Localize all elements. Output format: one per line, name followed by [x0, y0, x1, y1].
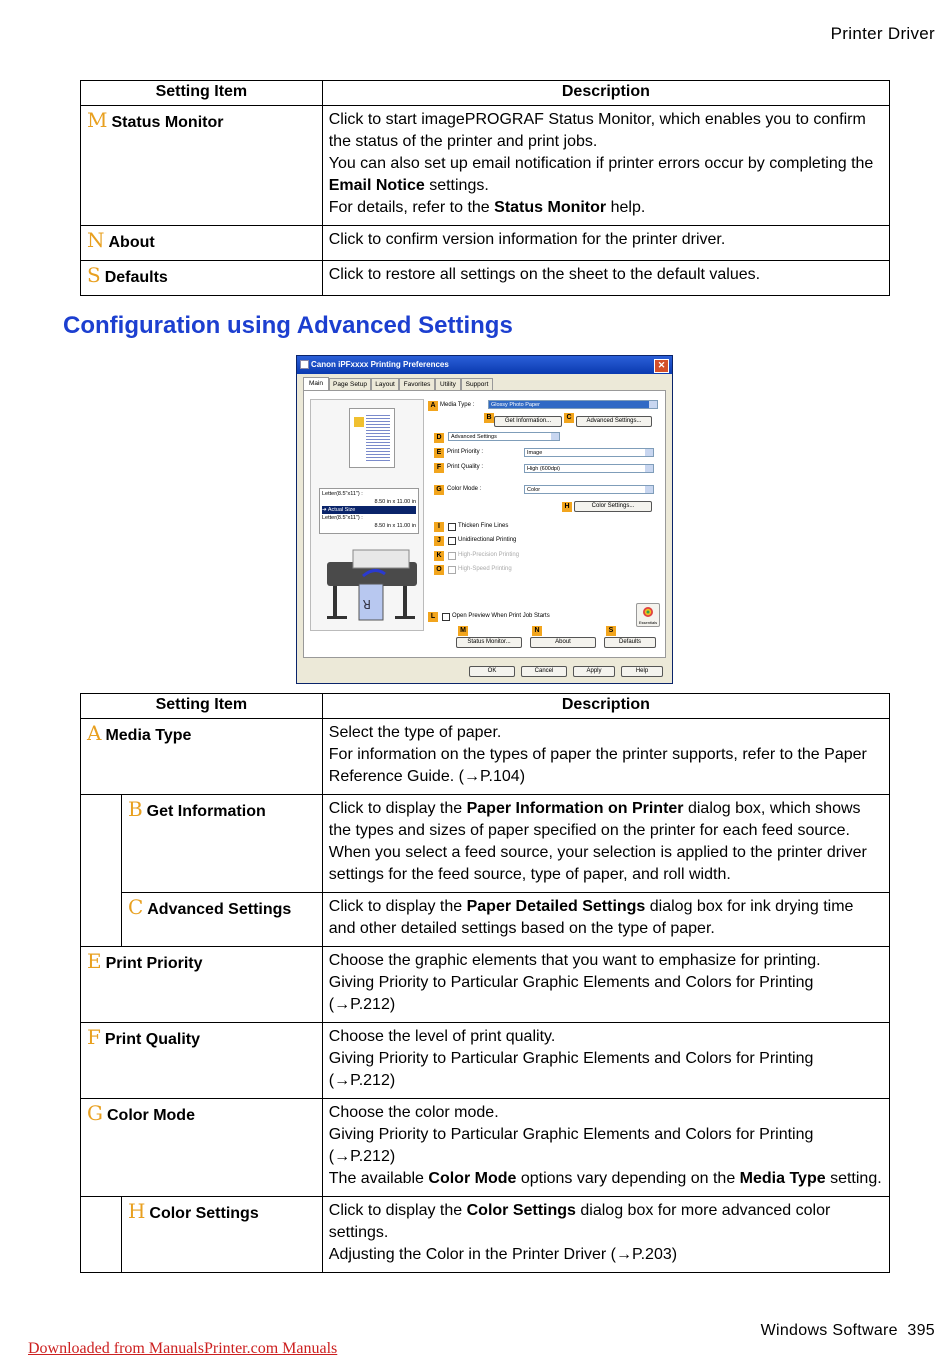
header-setting-item: Setting Item: [81, 81, 323, 106]
desc-text: setting.: [825, 1170, 882, 1187]
chevron-down-icon: [645, 465, 653, 472]
callout-b: B: [484, 413, 494, 423]
desc-line: Adjusting the Color in the Printer Driver (→P.203): [328, 1246, 678, 1263]
item-name: Status Monitor: [111, 114, 224, 131]
desc-line: Choose the color mode.: [328, 1104, 499, 1121]
print-priority-select[interactable]: [524, 448, 654, 457]
paper-size-list: [319, 488, 419, 534]
setting-item-cell: [81, 106, 323, 226]
table-row: [81, 261, 890, 296]
item-name: About: [108, 234, 155, 251]
desc-bold: Color Settings: [466, 1202, 576, 1219]
desc-text: The available: [328, 1170, 429, 1187]
desc-line: [329, 197, 883, 219]
paper-preview: [349, 408, 395, 468]
callout-d: D: [434, 433, 444, 443]
tab-page-setup[interactable]: Page Setup: [329, 378, 371, 390]
description-cell: Click to confirm version information for the printer driver.: [322, 226, 889, 261]
tab-favorites[interactable]: Favorites: [399, 378, 435, 390]
tab-main[interactable]: Main: [303, 377, 329, 391]
page-number: 395: [907, 1322, 935, 1339]
section-title: Configuration using Advanced Settings: [63, 312, 513, 339]
table-row: [81, 947, 890, 1023]
item-letter: F: [87, 1025, 101, 1049]
thicken-lines-checkbox[interactable]: [448, 523, 456, 531]
desc-bold: Email Notice: [328, 177, 425, 194]
item-letter: N: [87, 228, 105, 252]
item-letter: H: [127, 1199, 146, 1223]
ok-button[interactable]: OK: [469, 666, 515, 677]
apply-button[interactable]: Apply: [573, 666, 615, 677]
help-button[interactable]: Help: [621, 666, 663, 677]
desc-line: Choose the level of print quality.: [328, 1028, 556, 1045]
size-line: 8.50 in x 11.00 in: [374, 499, 416, 505]
setting-item-cell: [121, 893, 322, 947]
printer-illustration: [323, 546, 419, 624]
table-row: [81, 893, 890, 947]
header-setting-item: Setting Item: [81, 694, 323, 719]
print-quality-value: High (600dpi): [527, 466, 561, 472]
indent-cell: [81, 795, 122, 947]
item-name: Print Quality: [104, 1031, 201, 1048]
color-mode-select[interactable]: [524, 485, 654, 494]
description-cell: [322, 719, 889, 795]
text-lines: [366, 415, 390, 461]
unidirectional-label: Unidirectional Printing: [458, 537, 517, 543]
desc-line: For information on the types of paper the printer supports, refer to the Paper Reference Guide. (→P.104): [328, 746, 867, 785]
item-name: Media Type: [105, 727, 192, 744]
desc-text: Click to display the: [328, 898, 467, 915]
callout-a: A: [428, 401, 438, 411]
header-description: Description: [322, 81, 889, 106]
desc-line: Giving Priority to Particular Graphic Elements and Colors for Printing (→P.212): [328, 1050, 814, 1089]
desc-text: Click to display the: [328, 1202, 467, 1219]
callout-n: N: [532, 626, 542, 636]
print-preview: [310, 399, 424, 631]
setting-item-cell: [81, 1023, 323, 1099]
essentials-logo[interactable]: [636, 603, 660, 627]
desc-text: dialog box, which shows the types and sizes of paper specified on the printer for each feed source.: [328, 800, 861, 839]
callout-o: O: [434, 565, 444, 575]
header-description: Description: [322, 694, 889, 719]
color-settings-button[interactable]: Color Settings...: [574, 501, 652, 512]
description-cell: [322, 1197, 889, 1273]
chevron-down-icon: [645, 486, 653, 493]
item-letter: B: [127, 797, 143, 821]
description-cell: [322, 795, 889, 893]
chevron-down-icon: [645, 449, 653, 456]
desc-line: Giving Priority to Particular Graphic Elements and Colors for Printing (→P.212): [328, 974, 814, 1013]
tab-utility[interactable]: Utility: [435, 378, 461, 390]
description-cell: [322, 893, 889, 947]
svg-text:R: R: [362, 597, 371, 611]
desc-line: [329, 896, 883, 940]
unidirectional-checkbox[interactable]: [448, 537, 456, 545]
desc-bold: Paper Detailed Settings: [466, 898, 646, 915]
description-cell: [322, 106, 889, 226]
table-row: [81, 1197, 890, 1273]
desc-line: Click to start imagePROGRAF Status Monitor, which enables you to confirm the status of the printer and print jobs.: [328, 111, 866, 150]
table-header-row: [81, 694, 890, 719]
running-footer: [761, 1322, 935, 1340]
desc-line: [329, 153, 883, 197]
table-row: [81, 106, 890, 226]
image-thumbnail: [354, 417, 364, 427]
description-cell: [322, 1099, 889, 1197]
print-quality-select[interactable]: [524, 464, 654, 473]
setting-item-cell: [121, 795, 322, 893]
print-priority-label: Print Priority :: [447, 449, 484, 455]
mode-select[interactable]: [448, 432, 560, 441]
color-mode-value: Color: [527, 487, 541, 493]
tab-support[interactable]: Support: [461, 378, 493, 390]
advanced-settings-button[interactable]: Advanced Settings...: [576, 416, 652, 427]
logo-text: Essentials: [638, 620, 658, 625]
item-letter: S: [87, 263, 101, 287]
high-speed-label: High-Speed Printing: [458, 566, 512, 572]
desc-text: You can also set up email notification if printer errors occur by completing the: [328, 155, 874, 172]
size-line: Letter(8.5"x11") :: [322, 515, 363, 521]
defaults-button[interactable]: Defaults: [604, 637, 656, 648]
description-cell: Click to restore all settings on the sheet to the default values.: [322, 261, 889, 296]
desc-text: settings.: [424, 177, 489, 194]
desc-text: dialog box for ink drying time and other detailed settings based on the type of paper.: [328, 898, 854, 937]
desc-bold: Media Type: [739, 1170, 826, 1187]
get-information-button[interactable]: Get Information...: [494, 416, 562, 427]
desc-bold: Status Monitor: [494, 199, 607, 216]
desc-line: When you select a feed source, your selection is applied to the printer driver settings for the feed source, type of paper, and roll width.: [328, 844, 867, 883]
desc-text: For details, refer to the: [328, 199, 495, 216]
description-cell: [322, 1023, 889, 1099]
source-link[interactable]: Downloaded from ManualsPrinter.com Manuals: [28, 1340, 338, 1357]
desc-line: [329, 1168, 883, 1190]
desc-line: Select the type of paper.: [328, 724, 502, 741]
callout-s: S: [606, 626, 616, 636]
cancel-button[interactable]: Cancel: [521, 666, 567, 677]
size-line: Letter(8.5"x11") :: [322, 491, 363, 497]
open-preview-checkbox[interactable]: [442, 613, 450, 621]
table-row: [81, 1023, 890, 1099]
desc-line: [329, 798, 883, 842]
media-type-select[interactable]: [488, 400, 658, 409]
table-row: [81, 1099, 890, 1197]
callout-e: E: [434, 448, 444, 458]
item-name: Defaults: [104, 269, 168, 286]
print-priority-value: Image: [527, 450, 543, 456]
thicken-lines-label: Thicken Fine Lines: [458, 523, 509, 529]
callout-h: H: [562, 502, 572, 512]
printing-preferences-dialog: [296, 355, 673, 684]
main-tab-panel: [303, 390, 666, 658]
print-quality-label: Print Quality :: [447, 464, 484, 470]
callout-l: L: [428, 612, 438, 622]
callout-j: J: [434, 536, 444, 546]
desc-line: Giving Priority to Particular Graphic Elements and Colors for Printing (→P.212): [328, 1126, 814, 1165]
open-preview-label: Open Preview When Print Job Starts: [452, 613, 550, 619]
item-name: Print Priority: [105, 955, 203, 972]
high-precision-label: High-Precision Printing: [458, 552, 520, 558]
size-line: 8.50 in x 11.00 in: [374, 523, 416, 529]
high-precision-checkbox[interactable]: [448, 552, 456, 560]
chevron-down-icon: [551, 433, 559, 440]
desc-text: Click to display the: [328, 800, 467, 817]
setting-item-cell: [81, 226, 323, 261]
setting-item-cell: [81, 1099, 323, 1197]
item-letter: A: [87, 721, 102, 745]
callout-m: M: [458, 626, 468, 636]
high-speed-checkbox[interactable]: [448, 566, 456, 574]
desc-text: dialog box for more advanced color settings.: [328, 1202, 831, 1241]
table-row: [81, 719, 890, 795]
table-header-row: [81, 81, 890, 106]
printer-icon: [300, 360, 309, 369]
desc-line: Choose the graphic elements that you want to emphasize for printing.: [328, 952, 821, 969]
settings-table-1: [80, 80, 890, 296]
callout-g: G: [434, 485, 444, 495]
settings-table-2: [80, 693, 890, 1273]
callout-c: C: [564, 413, 574, 423]
item-letter: E: [87, 949, 102, 973]
media-type-value: Glossy Photo Paper: [491, 402, 540, 408]
desc-text: options vary depending on the: [516, 1170, 740, 1187]
desc-line: [329, 1200, 883, 1244]
description-cell: [322, 947, 889, 1023]
indent-cell: [81, 1197, 122, 1273]
item-letter: G: [87, 1101, 103, 1125]
desc-text: help.: [606, 199, 646, 216]
item-name: Color Settings: [149, 1205, 259, 1222]
about-button[interactable]: About: [530, 637, 596, 648]
setting-item-cell: [81, 261, 323, 296]
size-line[interactable]: ➜ Actual Size: [322, 506, 416, 514]
status-monitor-button[interactable]: Status Monitor...: [456, 637, 522, 648]
callout-i: I: [434, 522, 444, 532]
item-name: Get Information: [146, 803, 266, 820]
close-icon[interactable]: ✕: [654, 359, 669, 373]
dialog-title-bar: [297, 356, 672, 374]
mode-value: Advanced Settings: [451, 434, 497, 440]
chevron-down-icon: [649, 401, 657, 408]
dialog-title: Canon iPFxxxx Printing Preferences: [311, 360, 449, 369]
color-mode-label: Color Mode :: [447, 486, 482, 492]
callout-f: F: [434, 463, 444, 473]
desc-bold: Color Mode: [428, 1170, 517, 1187]
item-letter: C: [127, 895, 144, 919]
running-header: Printer Driver: [830, 24, 935, 43]
tab-layout[interactable]: Layout: [371, 378, 399, 390]
footer-section: Windows Software: [760, 1322, 898, 1339]
setting-item-cell: [81, 719, 323, 795]
table-row: [81, 226, 890, 261]
item-name: Color Mode: [106, 1107, 195, 1124]
setting-item-cell: [121, 1197, 322, 1273]
callout-k: K: [434, 551, 444, 561]
table-row: [81, 795, 890, 893]
setting-item-cell: [81, 947, 323, 1023]
media-type-label: Media Type :: [440, 402, 475, 408]
desc-bold: Paper Information on Printer: [466, 800, 684, 817]
color-wheel-icon: [637, 604, 659, 618]
item-letter: M: [87, 108, 108, 132]
item-name: Advanced Settings: [147, 901, 292, 918]
